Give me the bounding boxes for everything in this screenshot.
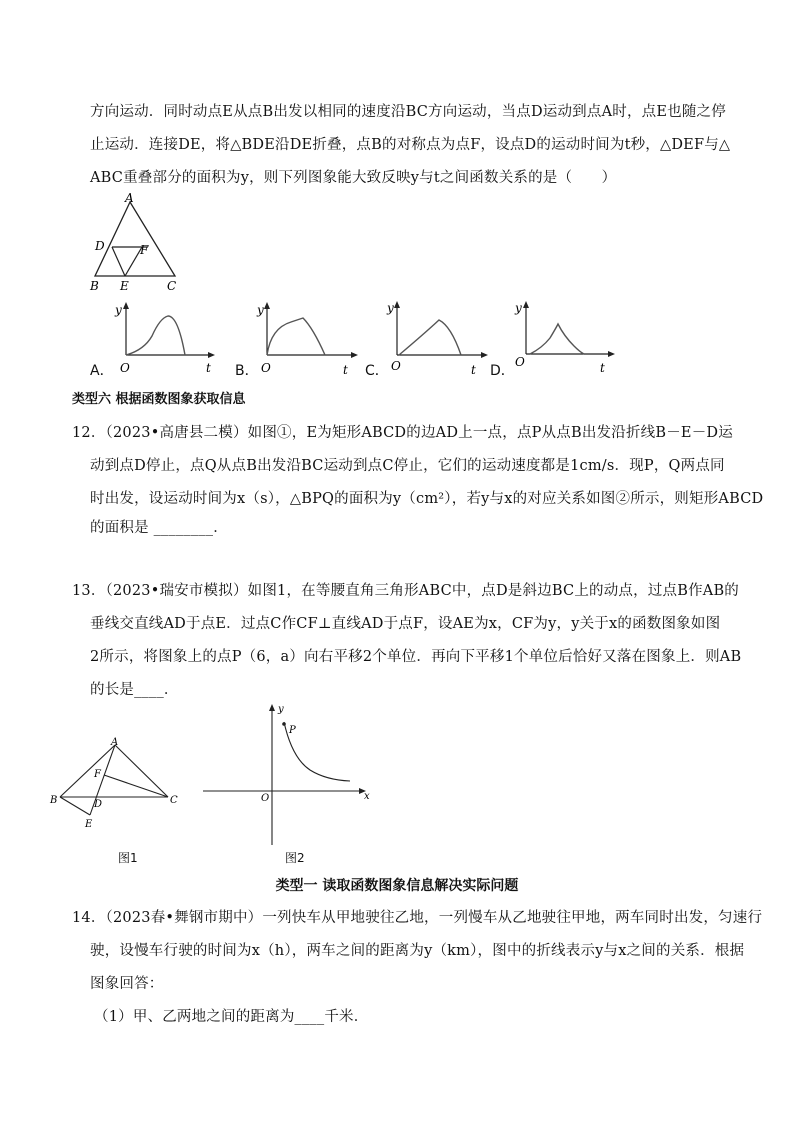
q11-d-axis-y: y [515, 301, 522, 315]
q11-b-axis-t: t [343, 363, 348, 377]
q11-c-origin: O [391, 359, 401, 373]
q11-label-B: B [90, 279, 99, 293]
q13-line-2: 垂线交直线AD于点E．过点C作CF⊥直线AD于点F，设AE为x，CF为y，y关于x的函数图象如图 [90, 616, 721, 632]
q13-line-4: 的长是____． [90, 682, 179, 698]
q11-option-c-label: C． [365, 363, 389, 379]
q11-d-axis-t: t [600, 361, 605, 375]
q11-line-3: ABC重叠部分的面积为y，则下列图象能大致反映y与t之间函数关系的是（ ） [90, 170, 617, 186]
q11-triangle-figure [85, 190, 195, 295]
q11-c-axis-y: y [387, 301, 394, 315]
q11-d-origin: O [515, 355, 525, 369]
q11-label-C: C [167, 279, 177, 293]
q13-fig1-label-C: C [170, 795, 178, 806]
q13-line-3: 2所示，将图象上的点P（6，a）向右平移2个单位．再向下平移1个单位后恰好又落在图象上．则AB [90, 649, 742, 665]
q14-line-1: 14．（2023春•舞钢市期中）一列快车从甲地驶往乙地，一列慢车从乙地驶往甲地，两车同时出发，匀速行 [72, 910, 763, 926]
q13-fig1-label-B: B [50, 795, 58, 806]
q13-fig2-caption: 图2 [285, 851, 305, 865]
q11-line-1: 方向运动．同时动点E从点B出发以相同的速度沿BC方向运动，当点D运动到点A时，点E也随之停 [90, 104, 726, 120]
q14-line-4: （1）甲、乙两地之间的距离为____千米． [94, 1009, 369, 1025]
q11-a-origin: O [120, 361, 130, 375]
q13-fig1-label-D: D [94, 799, 103, 810]
q11-b-origin: O [261, 361, 271, 375]
q11-label-F: F [140, 243, 149, 257]
q13-fig2-label-O: O [261, 793, 270, 804]
q14-line-2: 驶，设慢车行驶的时间为x（h），两车之间的距离为y（km），图中的折线表示y与x之间的关系．根据 [90, 943, 745, 959]
q11-a-axis-t: t [206, 361, 211, 375]
q11-option-c-graph[interactable] [385, 298, 495, 377]
q11-option-b-graph[interactable] [255, 300, 365, 375]
q13-fig2-label-y: y [278, 704, 284, 715]
q11-option-a-graph[interactable] [112, 300, 222, 375]
q12-line-2: 动到点D停止，点Q从点B出发沿BC运动到点C停止，它们的运动速度都是1cm/s．现P，Q两点同 [90, 458, 725, 474]
q12-line-1: 12．（2023•高唐县二模）如图①，E为矩形ABCD的边AD上一点，点P从点B出发沿折线B－E－D运 [72, 425, 733, 441]
q11-a-axis-y: y [115, 303, 122, 317]
q12-line-3: 时出发，设运动时间为x（s），△BPQ的面积为y（cm²），若y与x的对应关系如图②所示，则矩形ABCD [90, 491, 764, 507]
q11-c-axis-t: t [471, 363, 476, 377]
q13-fig1-label-A: A [111, 737, 119, 748]
q13-fig1-label-E: E [85, 819, 93, 830]
q14-line-3: 图象回答： [90, 976, 164, 992]
q13-line-1: 13．（2023•瑞安市模拟）如图1，在等腰直角三角形ABC中，点D是斜边BC上的动点，过点B作AB的 [72, 583, 739, 599]
section-six-heading: 类型六 根据函数图象获取信息 [72, 392, 246, 407]
q11-label-A: A [125, 191, 134, 205]
q11-label-E: E [120, 279, 129, 293]
q11-option-b-label: B． [235, 363, 259, 379]
q11-label-D: D [95, 239, 105, 253]
q13-fig1-caption: 图1 [118, 851, 138, 865]
q12-line-4: 的面积是 ________． [90, 520, 228, 536]
q13-fig1-label-F: F [94, 769, 101, 780]
q13-figure-2 [200, 700, 375, 850]
q13-figure-1 [50, 735, 190, 835]
q11-line-2: 止运动．连接DE，将△BDE沿DE折叠，点B的对称点为点F，设点D的运动时间为t秒，△DEF与△ [90, 137, 731, 153]
q13-fig2-label-x: x [364, 791, 370, 802]
q11-option-d-graph[interactable] [512, 298, 622, 373]
q11-option-a-label: A． [90, 363, 114, 379]
q11-b-axis-y: y [257, 303, 264, 317]
q13-fig2-label-P: P [289, 725, 296, 736]
section-one-heading: 类型一 读取函数图象信息解决实际问题 [275, 878, 519, 894]
q11-option-d-label: D． [490, 363, 515, 379]
